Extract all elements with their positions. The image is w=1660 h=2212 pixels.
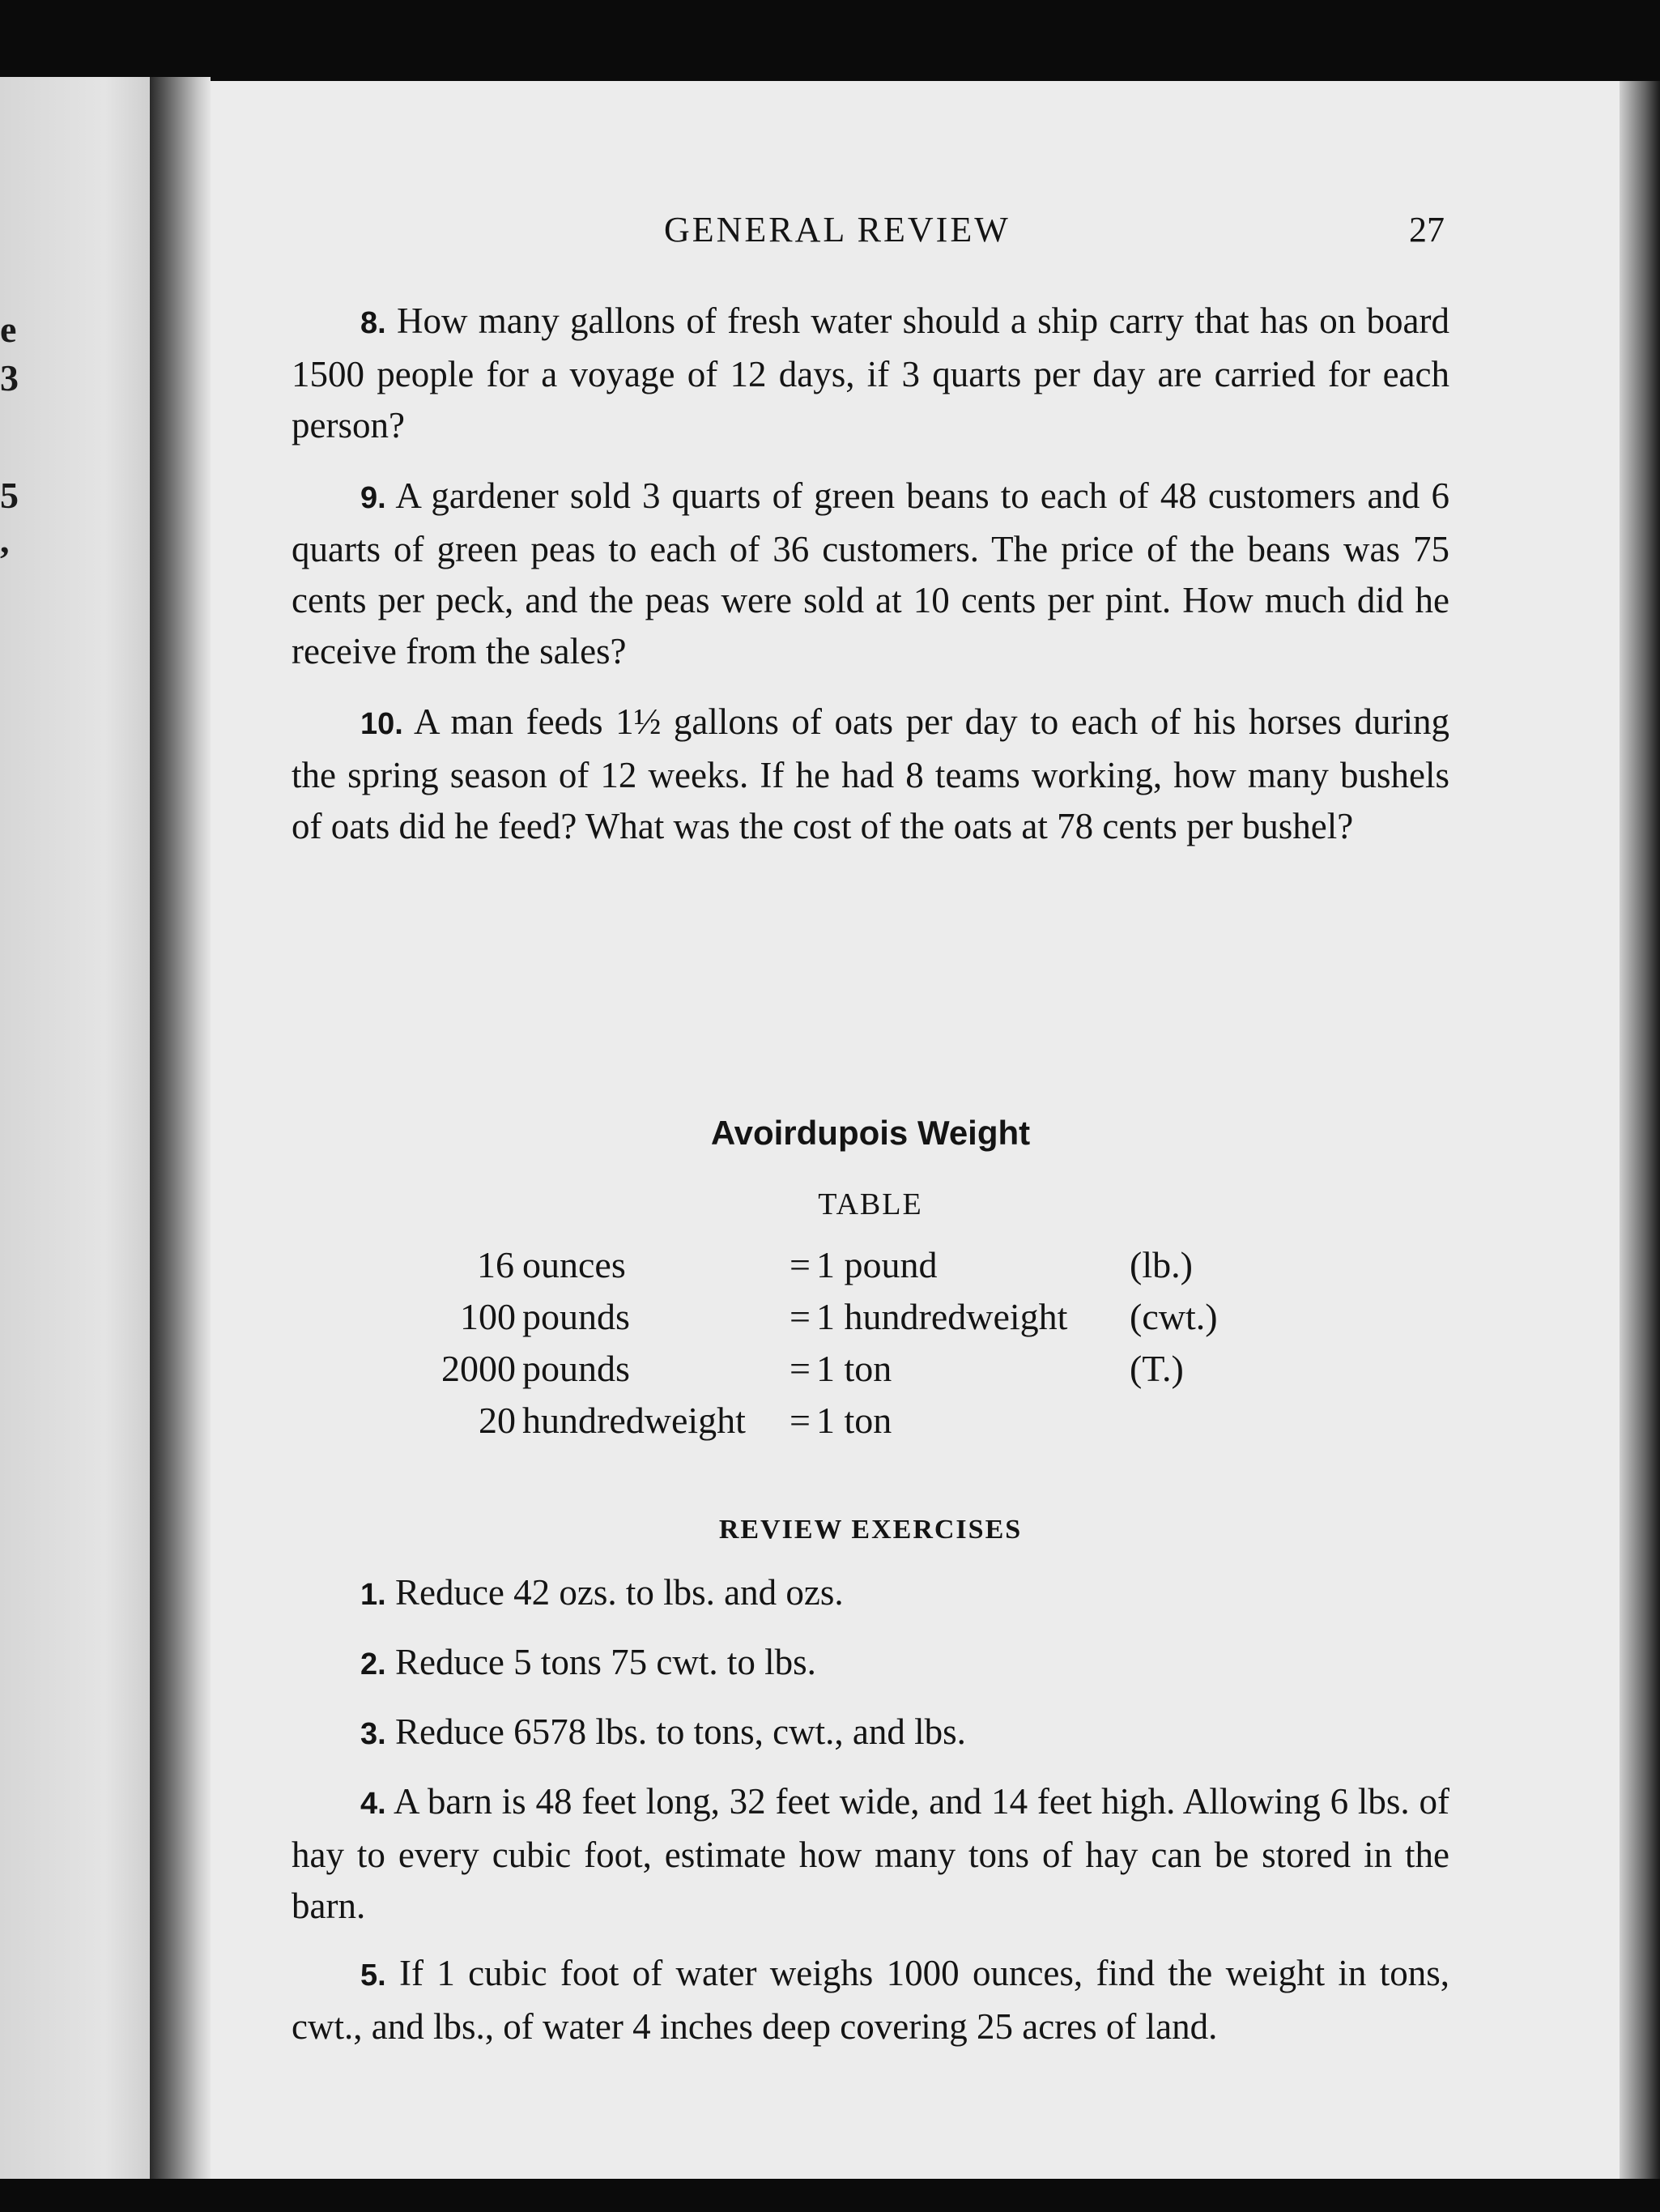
exercise-text: A barn is 48 feet long, 32 feet wide, and 14 feet high. Allowing 6 lbs. of hay to every cubic foot, estimate how many tons of hay can be stored in the barn. <box>292 1781 1449 1926</box>
table-equals: = <box>790 1244 811 1285</box>
section-title: Avoirdupois Weight <box>710 1114 1031 1152</box>
page-number: 27 <box>1409 210 1445 249</box>
problem-text: A gardener sold 3 quarts of green beans to each of 48 customers and 6 quarts of green peas to each of 36 customers. The price of the beans was 75 cents per peck, and the peas were sold at 10 cents per pint. How much did he receive from the sales? <box>292 475 1450 671</box>
exercise-number: 5. <box>360 1958 386 1993</box>
problem-9 <box>292 471 1449 677</box>
facing-page-fragment: e <box>0 309 17 350</box>
table-unit: pounds <box>522 1348 630 1389</box>
table-value: 1 ton <box>816 1400 892 1441</box>
review-exercises-title: REVIEW EXERCISES <box>718 1515 1023 1545</box>
facing-page-edge <box>0 77 150 2179</box>
facing-page-fragment: 3 <box>0 357 19 399</box>
problem-number: 10. <box>360 707 403 741</box>
review-exercise-5 <box>292 1948 1449 2052</box>
table-quantity: 2000 <box>441 1348 516 1389</box>
table-quantity: 20 <box>479 1400 516 1441</box>
table-quantity: 16 <box>477 1244 514 1285</box>
review-exercise-1 <box>292 1567 1449 1621</box>
exercise-text: Reduce 5 tons 75 cwt. to lbs. <box>394 1642 816 1682</box>
problem-10 <box>292 697 1449 852</box>
problem-number: 9. <box>360 481 386 515</box>
table-abbreviation: (lb.) <box>1130 1244 1193 1285</box>
table-abbreviation: (T.) <box>1130 1348 1184 1389</box>
table-value: 1 hundredweight <box>816 1296 1068 1337</box>
exercise-number: 1. <box>360 1578 386 1612</box>
exercise-number: 3. <box>360 1717 386 1751</box>
table-unit: pounds <box>522 1296 630 1337</box>
problem-text: A man feeds 1½ gallons of oats per day to each of his horses during the spring season of 12 weeks. If he had 8 teams working, how many bushels of oats did he feed? What was the cost of the oats at 78 cents per bushel? <box>292 701 1449 846</box>
table-unit: ounces <box>522 1244 626 1285</box>
problem-8 <box>292 296 1449 451</box>
book-page <box>211 81 1620 2179</box>
exercise-text: Reduce 42 ozs. to lbs. and ozs. <box>394 1572 844 1613</box>
table-abbreviation: (cwt.) <box>1130 1296 1218 1337</box>
facing-page-fragment: 5 <box>0 475 19 516</box>
book-spine-shadow <box>150 77 211 2179</box>
exercise-number: 2. <box>360 1647 386 1681</box>
review-exercise-4 <box>292 1776 1449 1932</box>
review-exercise-2 <box>292 1637 1449 1690</box>
table-equals: = <box>790 1296 811 1337</box>
problem-text: How many gallons of fresh water should a ship carry that has on board 1500 people for a voyage of 12 days, if 3 quarts per day are carried for each person? <box>292 300 1449 445</box>
exercise-text: Reduce 6578 lbs. to tons, cwt., and lbs. <box>394 1711 966 1752</box>
facing-page-fragment: , <box>0 519 10 560</box>
review-exercise-list <box>292 1567 1449 2069</box>
page-header-title: GENERAL REVIEW <box>664 210 1011 249</box>
problem-list <box>292 296 1449 872</box>
table-value: 1 ton <box>816 1348 892 1389</box>
review-exercise-3 <box>292 1707 1449 1760</box>
table-equals: = <box>790 1348 811 1389</box>
exercise-number: 4. <box>360 1787 386 1821</box>
exercise-text: If 1 cubic foot of water weighs 1000 ounces, find the weight in tons, cwt., and lbs., of water 4 inches deep covering 25 acres of land. <box>292 1953 1449 2047</box>
problem-number: 8. <box>360 306 386 340</box>
page-edge-shadow <box>1620 81 1660 2179</box>
running-head <box>211 209 1620 266</box>
table-unit: hundredweight <box>522 1400 746 1441</box>
table-equals: = <box>790 1400 811 1441</box>
table-label: TABLE <box>818 1187 923 1221</box>
table-value: 1 pound <box>816 1244 938 1285</box>
table-quantity: 100 <box>460 1296 516 1337</box>
